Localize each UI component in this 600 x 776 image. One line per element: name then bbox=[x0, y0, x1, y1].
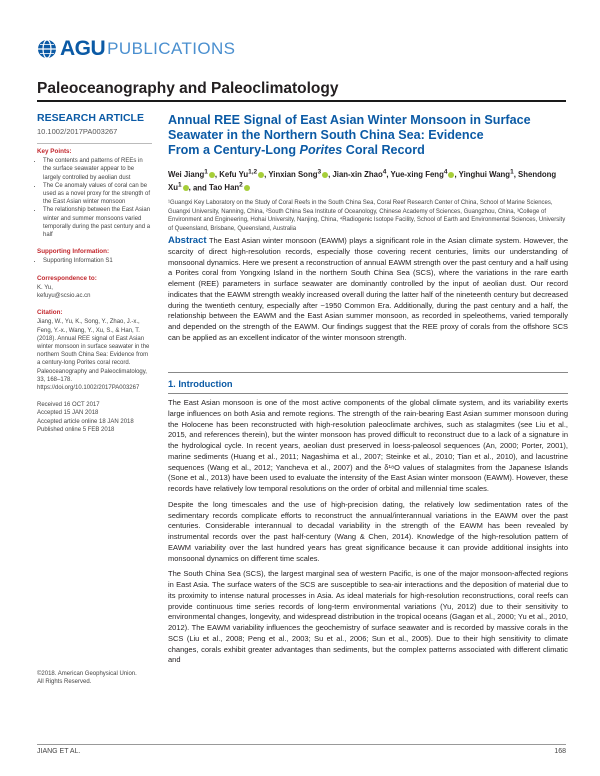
author[interactable]: Kefu Yu$^{1,2}$ , bbox=[219, 168, 267, 179]
correspondence-email[interactable]: kefuyu@scsio.ac.cn bbox=[37, 293, 91, 300]
article-title bbox=[168, 113, 568, 158]
correspondence-name: K. Yu, bbox=[37, 284, 53, 291]
author[interactable]: Jian-xin Zhao$^4$, bbox=[332, 168, 389, 179]
key-points-list bbox=[37, 157, 152, 239]
author[interactable]: Yinxian Song$^3$ , bbox=[268, 168, 331, 179]
section-rule-bottom bbox=[168, 393, 568, 394]
title-line: Seawater in the Northern South China Sea: Evidence bbox=[168, 128, 484, 142]
and-word: and bbox=[192, 183, 207, 193]
title-line: From a Century-Long Porites Coral Record bbox=[168, 143, 425, 157]
orcid-icon[interactable] bbox=[209, 172, 215, 178]
author[interactable]: Tao Han$^2$ bbox=[209, 183, 250, 192]
logo-agu-text: AGU bbox=[60, 37, 106, 60]
section-rule-top bbox=[168, 372, 568, 373]
sidebar-divider bbox=[37, 143, 152, 144]
copyright-line: ©2018. American Geophysical Union. bbox=[37, 671, 137, 677]
accepted-date: Accepted 15 JAN 2018 bbox=[37, 410, 99, 417]
author[interactable]: Shendong Xu$^1$ , bbox=[168, 169, 557, 193]
paragraph: Despite the long timescales and the use of high-precision dating, the relatively low sedimentation rates of the sedimentary records complicate efforts to reconstruct the annual/interannual variations in the EAWM over the past centuries. Considerable interannual to decadal variability in the strength of the EAWM has been revealed by instrumental records over the past half-century (Wang & Chen, 2014). Knowledge of the high-resolution pattern of EAWM variability over the last hundred years has great significance because it can provide additional insights into monsoonal dynamics on different time scales. bbox=[168, 499, 568, 563]
introduction-body bbox=[168, 398, 568, 671]
header-rule bbox=[37, 100, 566, 102]
paragraph: The South China Sea (SCS), the largest marginal sea of western Pacific, is one of the major monsoon-affected regions in East Asia. The surface waters of the SCS are susceptible to sea-air interactions and the deposition of material due to its proximity to intense natural processes in Asia. As ideal materials for high-resolution reconstructions, coral reefs can provide continuous time series records of long-term environmental variations (Yu, 2012) due to their sensitivity to environmental changes, longevity, and widespread distribution in the tropical oceans (Gagan et al., 2000; Yu et al., 2010, 2012). The EAWM variability influences the geochemistry of surface seawater and is recorded by massive corals in the SCS (Liu et al., 2008; Peng et al., 2003; Su et al., 2006; Sun et al., 2005). Due to their high sensitivity to climate changes, corals exhibit greater advantages than sediments, but the complex patterns associated with different climatic and bbox=[168, 569, 568, 665]
running-head: JIANG ET AL. bbox=[37, 748, 81, 755]
citation-text: Jiang, W., Yu, K., Song, Y., Zhao, J.-x., Feng, Y.-x., Wang, Y., Xu, S., & Han, T. (2018). Annual REE signal of East Asian winter monsoon in surface seawater in the northern South China Sea: Evidence from a century-long Porites coral record. Paleoceanography and Paleoclimatology, 33, 168–178. https://doi.org/10.1002/2017PA003267 bbox=[37, 319, 150, 392]
journal-title: Paleoceanography and Paleoclimatology bbox=[37, 80, 339, 97]
article-type: RESEARCH ARTICLE bbox=[37, 112, 144, 124]
title-line: Annual REE Signal of East Asian Winter Monsoon in Surface bbox=[168, 113, 531, 127]
copyright-line: All Rights Reserved. bbox=[37, 679, 92, 685]
orcid-icon[interactable] bbox=[448, 172, 454, 178]
abstract-label: Abstract bbox=[168, 235, 207, 246]
paragraph: The East Asian monsoon is one of the most active components of the global climate system, and its variability exerts large influences on both Asia and remote regions. The strength of the rain-bearing East Asian summer monsoon during the Holocene has been reconstructed with high-resolution paleoclimate archives, such as stalagmites (see Liu et al., 2015, and references therein), but the winter monsoon has proved difficult to reconstruct due to a lack of a signature in the hydrological cycle. In recent years, aeolian dust preserved in loess-paleosol sequences (An, 2000; Porter, 2001), marine sediments (Huang et al., 2011; Nagashima et al., 2007; Steinke et al., 2010; Tian et al., 2010), and lacustrine sequences (Wang et al., 2012; Yancheva et al., 2007) and the δ¹⁸O values of stalagmites from the Japanese Islands (Sone et al., 2013) have been used to evaluate the intensity of the East Asian winter monsoon (EAWM). However, these records have relatively low temporal resolutions on the order of orbital and millennial time scales. bbox=[168, 398, 568, 493]
online-date: Accepted article online 18 JAN 2018 bbox=[37, 418, 134, 425]
citation-heading: Citation: bbox=[37, 309, 63, 317]
logo-publications-text: PUBLICATIONS bbox=[107, 39, 236, 58]
orcid-icon[interactable] bbox=[183, 185, 189, 191]
orcid-icon[interactable] bbox=[258, 172, 264, 178]
author-list bbox=[168, 166, 568, 193]
supporting-info-link[interactable]: • Supporting Information S1 bbox=[43, 257, 152, 265]
title-italic: Porites bbox=[299, 143, 343, 157]
orcid-icon[interactable] bbox=[322, 172, 328, 178]
author[interactable]: Yinghui Wang$^1$, bbox=[458, 168, 516, 179]
key-point: • The relationship between the East Asian winter and summer monsoons varied temporally during the past century and a half bbox=[43, 206, 152, 239]
orcid-icon[interactable] bbox=[244, 185, 250, 191]
key-points-heading: Key Points: bbox=[37, 148, 72, 155]
author[interactable]: Wei Jiang$^1$ , bbox=[168, 168, 218, 179]
affiliations: ¹Guangxi Key Laboratory on the Study of Coral Reefs in the South China Sea, Coral Reef Research Center of China, School of Marine Sciences, Guangxi University, Nanning, China, ²South China Sea Institute of Oceanology, Chinese Academy of Sciences, Guangzhou, China, ³College of Environment and Engineering, Hohai University, Nanjing, China, ⁴Radiogenic Isotope Facility, School of Earth and Environmental Sciences, University of Queensland, Brisbane, Queensland, Australia bbox=[168, 200, 566, 232]
supporting-info-list bbox=[37, 257, 152, 265]
agu-globe-icon bbox=[37, 39, 57, 59]
published-date: Published online 5 FEB 2018 bbox=[37, 426, 115, 433]
abstract bbox=[168, 236, 568, 344]
key-point: • The Ce anomaly values of coral can be used as a novel proxy for the strength of the East Asian winter monsoon bbox=[43, 182, 152, 207]
copyright bbox=[37, 670, 137, 686]
page-number: 168 bbox=[554, 748, 566, 755]
page-footer bbox=[37, 744, 566, 755]
correspondence-heading: Correspondence to: bbox=[37, 274, 97, 282]
supporting-info-heading: Supporting Information: bbox=[37, 248, 110, 256]
abstract-text: The East Asian winter monsoon (EAWM) plays a significant role in the Asian climate system. However, the scarcity of direct high-resolution records, especially those covering recent centuries, limits our understanding of monsoonal dynamics. Here we present a reconstruction of annual EAWM strength over the past century and a half using a Porites coral from Yongxing Island in the northern South China Sea (SCS), where the variations in the rare earth element (REE) parameters in surface seawater are dominantly controlled by the input of aeolian dust. Our record indicates that the EAWM strength weakly increased overall during the latter half of the nineteenth century but decreased during the twentieth century, especially after ~1950 Common Era. Additionally, during the past century and a half, the relationship between the EAWM and the East Asian summer monsoon, as recorded in speleothems, varied temporally and depended on the strength of the EAWM. Our findings suggest that the REE proxy of corals from the offshore SCS can be applied as an excellent indicator of the winter monsoon strength. bbox=[168, 236, 568, 342]
agu-publications-logo bbox=[37, 38, 235, 60]
sidebar bbox=[37, 112, 152, 685]
key-point: • The contents and patterns of REEs in the surface seawater appear to be largely controlled by aeolian dust bbox=[43, 157, 152, 182]
section-heading: 1. Introduction bbox=[168, 379, 233, 389]
received-date: Received 16 OCT 2017 bbox=[37, 402, 100, 409]
doi[interactable]: 10.1002/2017PA003267 bbox=[37, 127, 118, 136]
author[interactable]: Yue-xing Feng$^4$ , bbox=[390, 168, 457, 179]
